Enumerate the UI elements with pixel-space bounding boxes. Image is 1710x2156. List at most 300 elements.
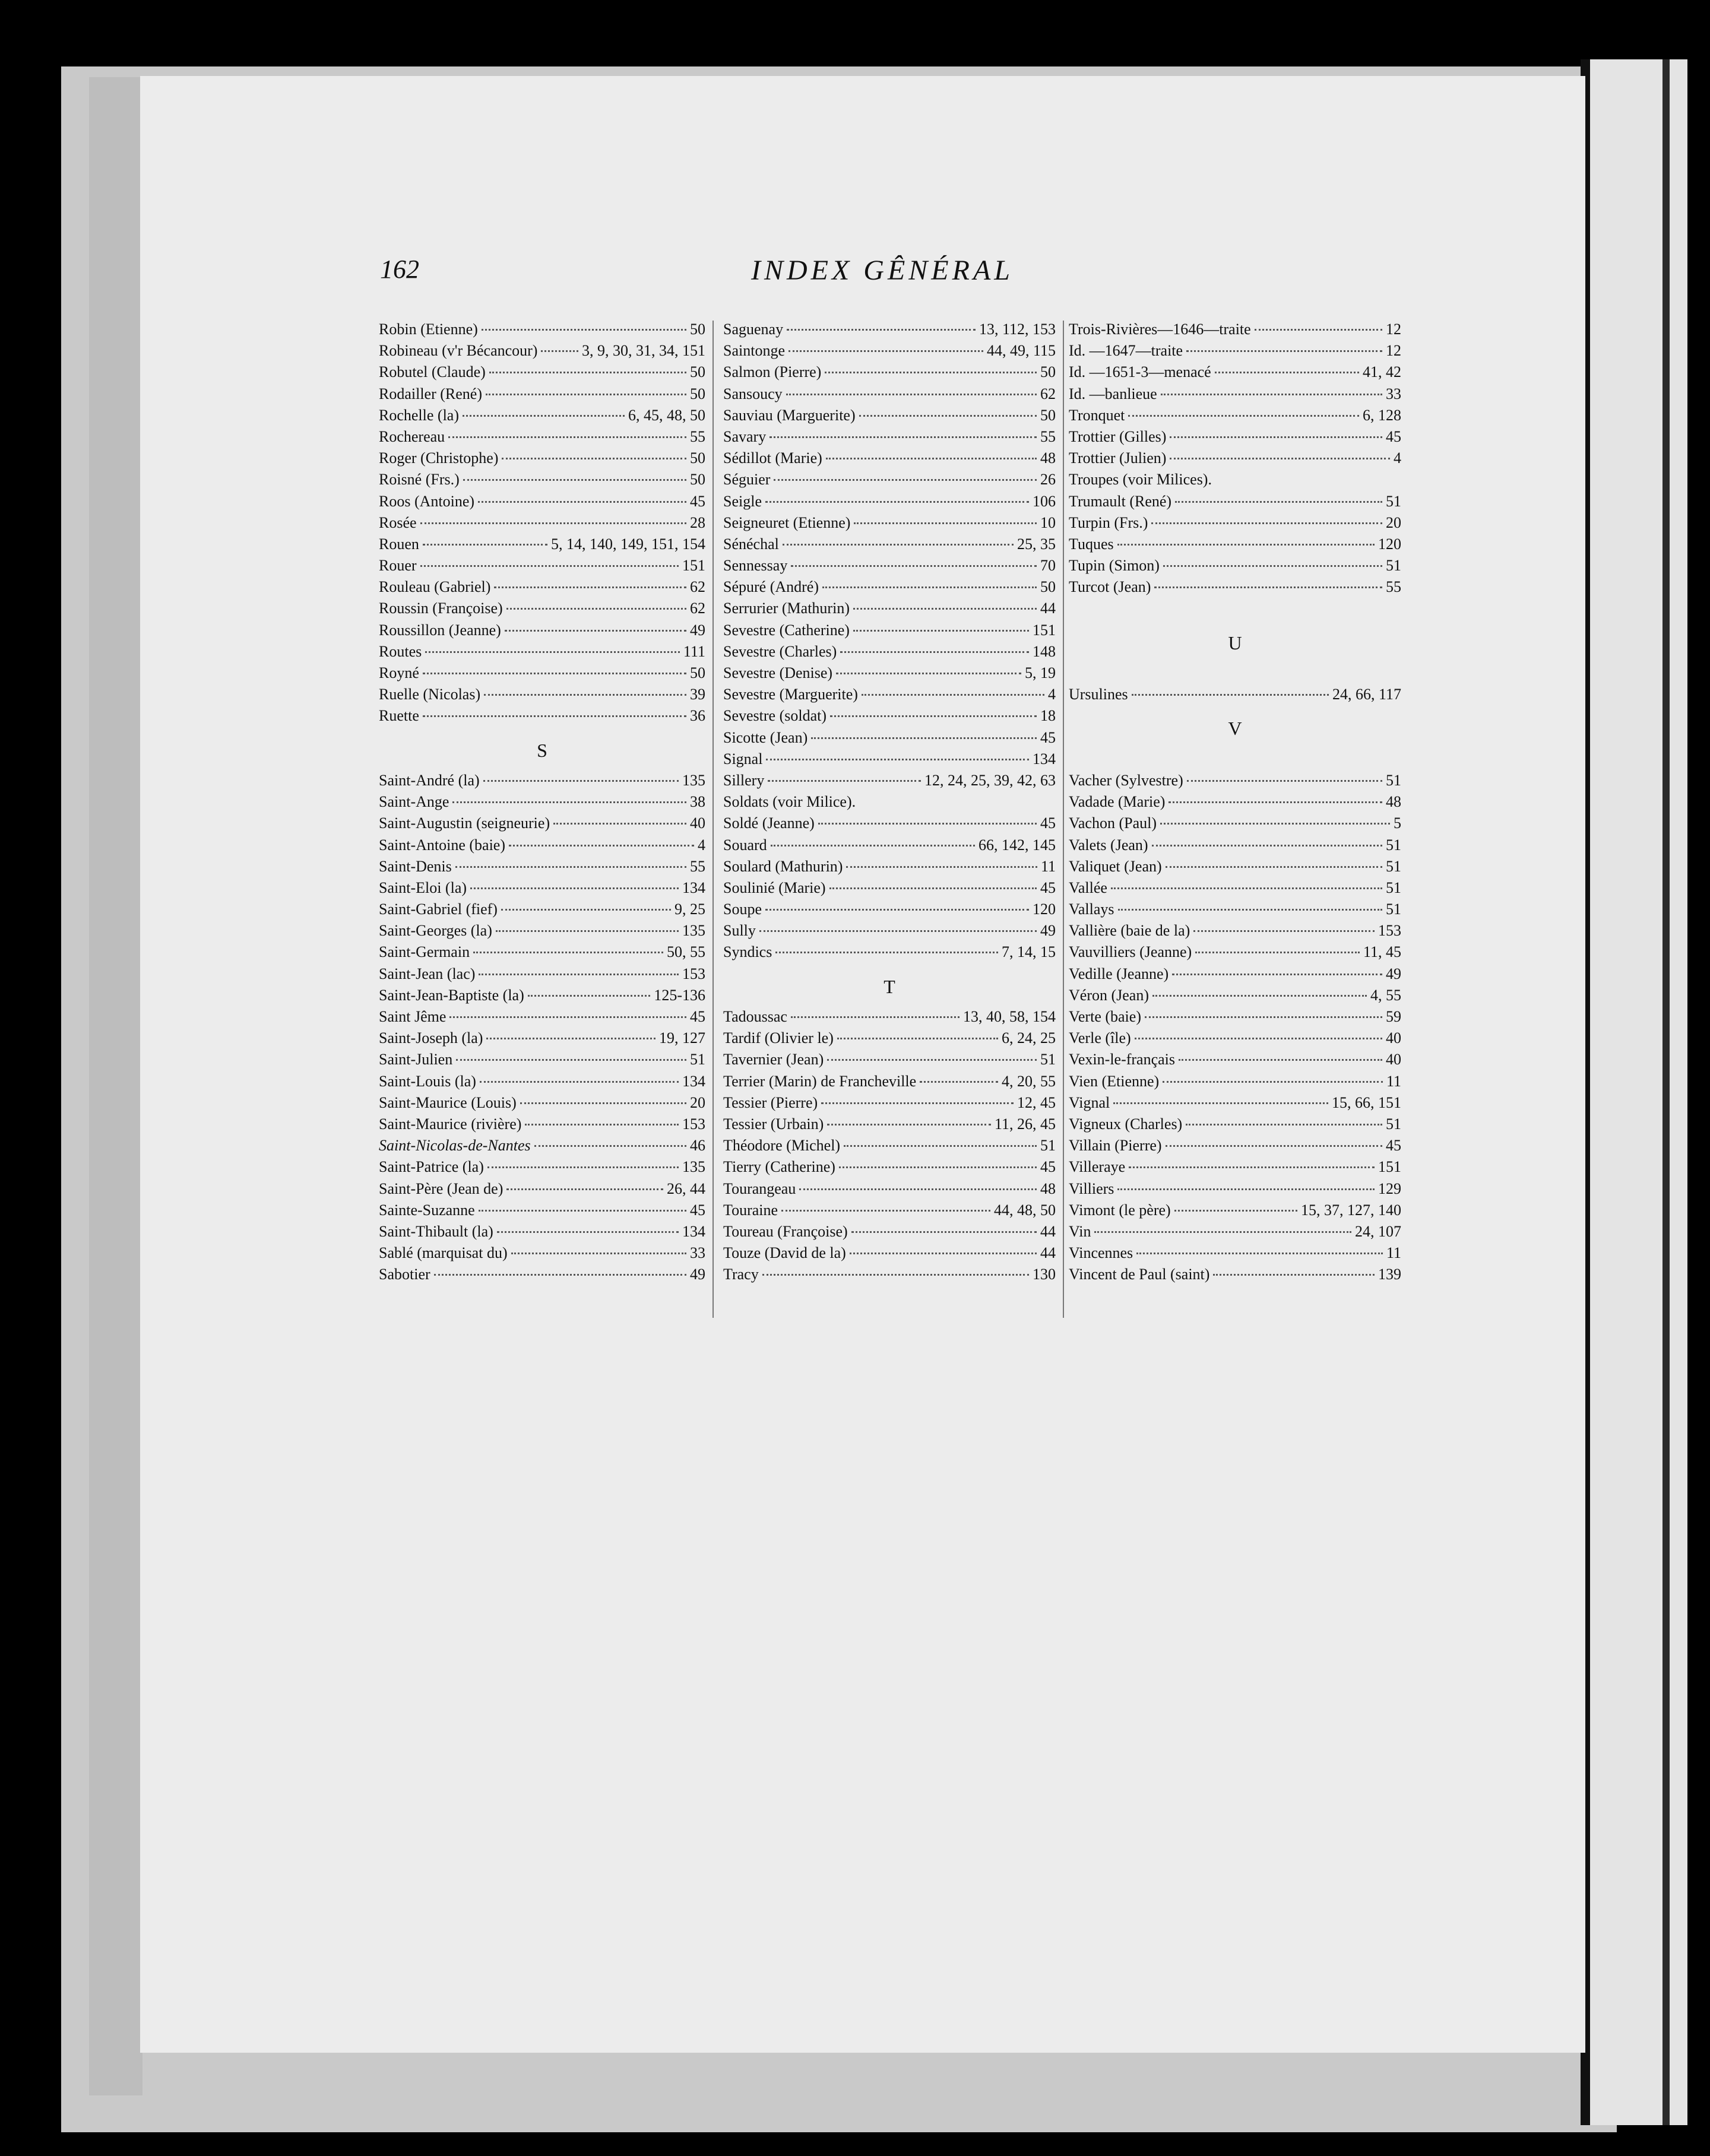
index-entry-pages: 4, 20, 55 <box>1002 1072 1056 1090</box>
dot-leader <box>423 715 686 717</box>
index-entry-name: Soulard (Mathurin) <box>723 857 843 875</box>
index-entry <box>1069 814 1401 836</box>
index-entry <box>723 750 1056 772</box>
index-entry-pages: 151 <box>1378 1158 1401 1176</box>
index-entry-pages: 51 <box>1040 1137 1056 1155</box>
index-entry <box>723 858 1056 879</box>
index-entry-pages: 50 <box>690 471 705 489</box>
index-entry-name: Vexin-le-français <box>1069 1051 1176 1069</box>
index-entry-pages: 135 <box>682 1158 705 1176</box>
index-entry-name: Sillery <box>723 771 765 789</box>
dot-leader <box>787 329 976 331</box>
dot-leader <box>520 1102 686 1104</box>
index-entry <box>379 342 705 363</box>
dot-leader <box>528 995 651 997</box>
dot-leader <box>486 1038 656 1039</box>
dot-leader <box>511 1253 686 1254</box>
dot-leader <box>1117 1188 1375 1190</box>
dot-leader <box>1118 909 1382 911</box>
dot-leader <box>1170 436 1382 438</box>
dot-leader <box>765 909 1029 911</box>
index-entry-pages: 49 <box>690 1266 705 1283</box>
index-entry-name: Saint-Nicolas-de-Nantes <box>379 1137 531 1155</box>
index-entry-pages: 50, 55 <box>667 943 705 961</box>
index-entry-name: Vallée <box>1069 879 1107 896</box>
dot-leader <box>827 1124 991 1125</box>
dot-leader <box>1172 974 1382 975</box>
index-entry <box>723 1115 1056 1137</box>
index-entry-pages: 51 <box>1386 1115 1401 1133</box>
index-entry-name: Saint-Père (Jean de) <box>379 1180 504 1197</box>
index-entry-pages: 48 <box>1386 793 1401 811</box>
index-entry <box>1069 1008 1401 1029</box>
index-entry-pages: 49 <box>690 621 705 639</box>
index-entry-pages: 45 <box>1386 427 1401 445</box>
index-entry <box>379 1094 705 1115</box>
index-entry-name: Vincent de Paul (saint) <box>1069 1266 1210 1283</box>
dot-leader <box>775 952 998 953</box>
index-entry-pages: 50 <box>690 449 705 467</box>
index-entry <box>723 535 1056 557</box>
index-entry-name: Sépuré (André) <box>723 578 819 596</box>
index-entry <box>379 643 705 664</box>
index-entry <box>379 1115 705 1137</box>
index-entry-name: Saint-André (la) <box>379 771 480 789</box>
index-entry <box>1069 1266 1401 1287</box>
index-entry <box>1069 772 1401 793</box>
index-entry-pages: 50 <box>1040 363 1056 381</box>
page-number: 162 <box>380 255 419 284</box>
index-entry <box>723 407 1056 428</box>
index-entry-pages: 62 <box>690 578 705 596</box>
index-entry-name: Touraine <box>723 1201 778 1219</box>
index-entry <box>723 922 1056 943</box>
index-entry <box>723 814 1056 836</box>
index-entry-name: Roger (Christophe) <box>379 449 499 467</box>
index-column-2 <box>723 321 1056 1287</box>
dot-leader <box>799 1188 1037 1190</box>
index-entry-pages: 4 <box>1394 449 1401 467</box>
dot-leader <box>837 1038 998 1039</box>
index-entry <box>723 493 1056 514</box>
index-entry-name: Robutel (Claude) <box>379 363 486 381</box>
index-entry-pages: 148 <box>1033 642 1056 660</box>
dot-leader <box>478 501 686 503</box>
dot-leader <box>788 350 983 352</box>
index-entry-pages: 4 <box>1048 686 1056 703</box>
index-entry-name: Villiers <box>1069 1180 1114 1197</box>
dot-leader <box>766 759 1029 760</box>
index-entry <box>1069 449 1401 471</box>
index-entry-pages: 9, 25 <box>674 901 705 918</box>
index-entry <box>379 449 705 471</box>
index-entry-pages: 51 <box>690 1051 705 1069</box>
index-entry-pages: 45 <box>690 492 705 510</box>
index-entry <box>379 622 705 643</box>
index-entry-name: Vauvilliers (Jeanne) <box>1069 943 1192 961</box>
index-entry <box>379 1223 705 1244</box>
dot-leader <box>456 1059 686 1061</box>
index-entry-pages: 18 <box>1040 707 1056 725</box>
index-entry-name: Seigneuret (Etienne) <box>723 513 851 531</box>
dot-leader <box>768 780 921 782</box>
index-entry-name: Tuques <box>1069 535 1114 553</box>
index-entry-pages: 134 <box>682 1072 705 1090</box>
index-entry-name: Tracy <box>723 1266 759 1283</box>
index-entry-name: Vien (Etienne) <box>1069 1072 1160 1090</box>
dot-leader <box>534 1145 686 1147</box>
index-entry-pages: 51 <box>1386 901 1401 918</box>
index-entry-name: Saint-Germain <box>379 943 470 961</box>
index-entry <box>379 1244 705 1266</box>
index-entry <box>1069 578 1401 600</box>
index-entry-pages: 49 <box>1040 922 1056 940</box>
dot-leader <box>836 673 1021 674</box>
index-entry-pages: 45 <box>690 1008 705 1026</box>
index-entry <box>1069 342 1401 363</box>
index-entry-name: Séguier <box>723 471 771 489</box>
index-entry <box>379 557 705 578</box>
index-entry <box>723 471 1056 492</box>
index-entry <box>723 772 1056 793</box>
dot-leader <box>487 1166 679 1168</box>
index-entry-pages: 55 <box>1386 578 1401 596</box>
index-entry-pages: 40 <box>1386 1029 1401 1047</box>
facing-page-shadow <box>1662 59 1670 2125</box>
index-entry-name: Rochelle (la) <box>379 406 459 424</box>
index-entry-pages: 11 <box>1040 857 1056 875</box>
dot-leader <box>1163 1081 1383 1083</box>
index-entry-name: Sauviau (Marguerite) <box>723 406 856 424</box>
index-entry-pages: 70 <box>1040 557 1056 575</box>
index-entry-pages: 10 <box>1040 513 1056 531</box>
index-entry-name: Saint-Georges (la) <box>379 922 492 940</box>
index-entry-pages: 134 <box>682 1222 705 1240</box>
index-entry-name: Sevestre (Catherine) <box>723 621 850 639</box>
index-entry <box>723 707 1056 728</box>
dot-leader <box>486 394 686 395</box>
index-entry-pages: 51 <box>1386 879 1401 896</box>
index-entry-name: Saint-Ange <box>379 793 449 811</box>
index-entry <box>379 1051 705 1072</box>
index-entry <box>1069 1223 1401 1244</box>
index-entry-name: Signal <box>723 750 763 768</box>
dot-leader <box>770 436 1037 438</box>
dot-leader <box>506 608 686 610</box>
dot-leader <box>423 544 547 546</box>
index-entry-pages: 135 <box>682 771 705 789</box>
index-entry-pages: 11, 45 <box>1363 943 1401 961</box>
index-entry-name: Vignal <box>1069 1093 1110 1111</box>
index-column-3 <box>1069 321 1401 1287</box>
index-entry-pages: 24, 107 <box>1355 1222 1401 1240</box>
dot-leader <box>483 780 679 782</box>
index-entry-pages: 51 <box>1386 557 1401 575</box>
index-entry <box>379 987 705 1008</box>
index-entry-pages: 39 <box>690 686 705 703</box>
index-entry-name: Routes <box>379 642 422 660</box>
index-entry-pages: 25, 35 <box>1017 535 1056 553</box>
index-entry <box>379 428 705 449</box>
index-entry-pages: 49 <box>1386 965 1401 982</box>
index-entry-name: Id. —1647—traite <box>1069 342 1183 360</box>
index-entry <box>1069 987 1401 1008</box>
index-entry <box>379 363 705 385</box>
index-entry <box>1069 471 1401 492</box>
index-entry <box>723 793 1056 814</box>
dot-leader <box>771 845 975 846</box>
index-entry <box>1069 385 1401 407</box>
index-entry-name: Saint Jême <box>379 1008 446 1026</box>
index-entry <box>723 600 1056 621</box>
index-entry <box>379 407 705 428</box>
index-entry-name: Toureau (Françoise) <box>723 1222 848 1240</box>
index-entry-name: Terrier (Marin) de Francheville <box>723 1072 917 1090</box>
index-entry-name: Trois-Rivières—1646—traite <box>1069 321 1251 338</box>
dot-leader <box>1168 801 1382 803</box>
dot-leader <box>501 909 671 911</box>
index-entry <box>379 858 705 879</box>
index-entry <box>379 385 705 407</box>
index-entry-pages: 41, 42 <box>1363 363 1401 381</box>
index-entry-pages: 153 <box>1378 922 1401 940</box>
index-entry <box>379 321 705 342</box>
index-entry-pages: 120 <box>1378 535 1401 553</box>
dot-leader <box>479 974 679 975</box>
index-entry-pages: 153 <box>682 965 705 982</box>
index-entry <box>723 1201 1056 1223</box>
index-entry-name: Saint-Maurice (Louis) <box>379 1093 517 1111</box>
index-entry <box>723 664 1056 686</box>
index-entry <box>1069 858 1401 879</box>
index-entry-name: Verle (île) <box>1069 1029 1131 1047</box>
column-divider <box>1063 321 1064 1318</box>
dot-leader <box>463 479 686 481</box>
index-entry <box>723 901 1056 922</box>
dot-leader <box>1175 501 1382 503</box>
dot-leader <box>1117 544 1375 546</box>
index-entry-name: Roos (Antoine) <box>379 492 475 510</box>
index-entry <box>1069 793 1401 814</box>
index-entry-name: Saint-Jean-Baptiste (la) <box>379 986 524 1004</box>
index-entry-name: Soupe <box>723 901 762 918</box>
dot-leader <box>826 458 1037 459</box>
index-entry-pages: 45 <box>1040 1158 1056 1176</box>
index-entry-pages: 6, 128 <box>1363 406 1401 424</box>
index-entry-name: Touze (David de la) <box>723 1244 846 1262</box>
index-entry <box>1069 879 1401 901</box>
dot-leader <box>853 608 1037 610</box>
index-entry-pages: 51 <box>1040 1051 1056 1069</box>
dot-leader <box>839 1166 1037 1168</box>
index-entry-pages: 5, 19 <box>1025 664 1056 681</box>
index-entry <box>1069 1201 1401 1223</box>
index-entry-name: Tupin (Simon) <box>1069 557 1160 575</box>
dot-leader <box>1166 1145 1382 1147</box>
index-entry-pages: 44 <box>1040 600 1056 617</box>
dot-leader <box>791 565 1037 567</box>
index-entry <box>379 836 705 858</box>
index-entry-name: Vacher (Sylvestre) <box>1069 771 1183 789</box>
dot-leader <box>846 866 1037 868</box>
index-entry <box>723 1180 1056 1201</box>
index-entry <box>1069 428 1401 449</box>
index-entry-pages: 11 <box>1386 1244 1401 1262</box>
index-entry-name: Vachon (Paul) <box>1069 814 1157 832</box>
index-entry-pages: 130 <box>1033 1266 1056 1283</box>
dot-leader <box>827 1059 1037 1061</box>
dot-leader <box>434 1274 686 1276</box>
index-entry-pages: 50 <box>690 363 705 381</box>
index-entry-pages: 44, 48, 50 <box>994 1201 1056 1219</box>
dot-leader <box>850 1253 1037 1254</box>
index-entry-name: Sicotte (Jean) <box>723 728 808 746</box>
index-entry-pages: 135 <box>682 922 705 940</box>
index-entry <box>723 686 1056 707</box>
index-entry-pages: 50 <box>1040 578 1056 596</box>
dot-leader <box>762 1274 1029 1276</box>
dot-leader <box>425 651 680 653</box>
index-entry-pages: 134 <box>1033 750 1056 768</box>
index-entry-name: Serrurier (Mathurin) <box>723 600 850 617</box>
index-entry-name: Sevestre (Denise) <box>723 664 833 681</box>
index-entry-name: Sevestre (soldat) <box>723 707 827 725</box>
dot-leader <box>473 952 663 953</box>
index-entry-pages: 12 <box>1386 342 1401 360</box>
dot-leader <box>420 565 679 567</box>
dot-leader <box>505 630 686 632</box>
dot-leader <box>1129 1166 1375 1168</box>
index-entry-name: Vigneux (Charles) <box>1069 1115 1183 1133</box>
index-entry <box>723 1051 1056 1072</box>
dot-leader <box>455 866 686 868</box>
dot-leader <box>1186 350 1382 352</box>
index-entry-name: Rouen <box>379 535 419 553</box>
index-entry-name: Saint-Antoine (baie) <box>379 836 505 854</box>
index-entry <box>1069 407 1401 428</box>
index-entry <box>723 1266 1056 1287</box>
index-entry <box>1069 363 1401 385</box>
dot-leader <box>1215 372 1359 373</box>
dot-leader <box>1154 586 1382 588</box>
index-entry-pages: 51 <box>1386 857 1401 875</box>
dot-leader <box>1213 1274 1375 1276</box>
index-entry-pages: 59 <box>1386 1008 1401 1026</box>
index-entry <box>723 1029 1056 1051</box>
index-entry <box>1069 922 1401 943</box>
index-entry-pages: 139 <box>1378 1266 1401 1283</box>
index-entry-pages: 44 <box>1040 1222 1056 1240</box>
dot-leader <box>774 479 1037 481</box>
dot-leader <box>1255 329 1382 331</box>
index-entry <box>723 449 1056 471</box>
index-entry-name: Saint-Eloi (la) <box>379 879 467 896</box>
index-entry-name: Roussillon (Jeanne) <box>379 621 501 639</box>
index-entry-name: Véron (Jean) <box>1069 986 1149 1004</box>
index-entry-name: Sablé (marquisat du) <box>379 1244 508 1262</box>
dot-leader <box>1128 415 1359 417</box>
dot-leader <box>1160 823 1390 825</box>
index-entry-name: Tardif (Olivier le) <box>723 1029 834 1047</box>
index-entry <box>1069 1137 1401 1158</box>
dot-leader <box>781 1210 990 1212</box>
index-entry-name: Verte (baie) <box>1069 1008 1141 1026</box>
dot-leader <box>1179 1059 1382 1061</box>
dot-leader <box>818 823 1037 825</box>
index-entry <box>723 514 1056 535</box>
index-entry <box>723 1073 1056 1094</box>
dot-leader <box>502 458 686 459</box>
index-entry <box>379 1137 705 1158</box>
dot-leader <box>783 544 1014 546</box>
index-entry-name: Tadoussac <box>723 1008 787 1026</box>
index-entry-name: Salmon (Pierre) <box>723 363 822 381</box>
index-entry-pages: 24, 66, 117 <box>1332 686 1401 703</box>
index-entry <box>379 965 705 987</box>
dot-leader <box>1163 565 1382 567</box>
index-entry-name: Id. —1651-3—menacé <box>1069 363 1211 381</box>
index-entry-name: Vallays <box>1069 901 1114 918</box>
index-entry <box>1069 1094 1401 1115</box>
index-entry <box>379 922 705 943</box>
index-column-1 <box>379 321 705 1287</box>
index-entry <box>723 557 1056 578</box>
index-entry-name: Rouer <box>379 557 417 575</box>
index-entry <box>379 1029 705 1051</box>
index-entry-name: Rodailler (René) <box>379 385 482 402</box>
index-entry-name: Tierry (Catherine) <box>723 1158 835 1176</box>
index-entry-name: Tronquet <box>1069 406 1125 424</box>
dot-leader <box>1187 780 1382 782</box>
dot-leader <box>853 630 1029 632</box>
index-entry <box>379 814 705 836</box>
index-entry <box>723 879 1056 901</box>
index-entry-name: Souard <box>723 836 767 854</box>
index-entry-pages: 62 <box>690 600 705 617</box>
dot-leader <box>829 887 1037 889</box>
index-entry <box>379 793 705 814</box>
index-entry-pages: 51 <box>1386 492 1401 510</box>
index-entry-name: Tessier (Pierre) <box>723 1093 818 1111</box>
index-entry-pages: 12 <box>1386 321 1401 338</box>
index-entry-name: Troupes (voir Milices). <box>1069 471 1212 489</box>
index-entry <box>1069 535 1401 557</box>
index-entry-pages: 120 <box>1033 901 1056 918</box>
index-entry <box>379 901 705 922</box>
index-entry-pages: 55 <box>1040 427 1056 445</box>
dot-leader <box>825 372 1037 373</box>
dot-leader <box>786 394 1037 395</box>
dot-leader <box>448 436 686 438</box>
dot-leader <box>765 501 1029 503</box>
index-entry-pages: 134 <box>682 879 705 896</box>
index-entry-name: Trottier (Gilles) <box>1069 427 1167 445</box>
index-entry-pages: 48 <box>1040 449 1056 467</box>
index-entry <box>723 385 1056 407</box>
index-entry <box>1069 1029 1401 1051</box>
dot-leader <box>1152 995 1367 997</box>
index-entry-pages: 50 <box>690 321 705 338</box>
dot-leader <box>449 1016 686 1018</box>
dot-leader <box>494 586 686 588</box>
index-entry-name: Soulinié (Marie) <box>723 879 826 896</box>
index-entry <box>723 1223 1056 1244</box>
index-entry <box>379 1073 705 1094</box>
index-entry-name: Savary <box>723 427 767 445</box>
index-entry-name: Roisné (Frs.) <box>379 471 460 489</box>
index-entry-name: Ruelle (Nicolas) <box>379 686 481 703</box>
index-entry <box>379 943 705 965</box>
